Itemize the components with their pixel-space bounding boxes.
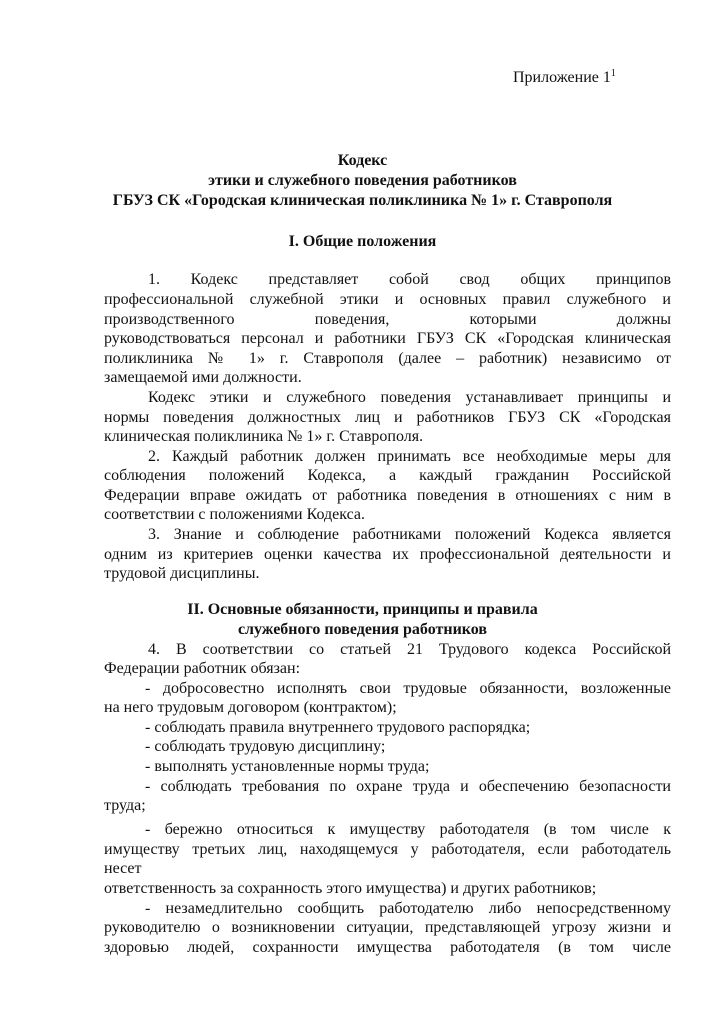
appendix-label — [513, 68, 616, 87]
section-2-heading-line-1: II. Основные обязанности, принципы и правила — [187, 601, 538, 618]
paragraph-line: одним из критериев оценки качества их профессиональной деятельности и — [104, 546, 671, 563]
paragraph-line: Кодекс этики и служебного поведения устанавливает принципы и — [148, 389, 671, 406]
paragraph-line: Федерации вправе ожидать от работника поведения в отношениях с ним в — [104, 487, 671, 504]
paragraph-line: нормы поведения должностных лиц и работников ГБУЗ СК «Городская — [104, 409, 671, 426]
list-item-line: несет — [104, 860, 142, 877]
paragraph-line: 1. Кодекс представляет собой свод общих принципов — [148, 271, 671, 288]
list-item-line: - бережно относиться к имуществу работодателя (в том числе к — [145, 821, 671, 838]
list-item-line: ответственность за сохранность этого имущества) и других работников; — [104, 880, 597, 897]
list-item-line: - незамедлительно сообщить работодателю либо непосредственному — [145, 900, 671, 917]
list-item-line: - добросовестно исполнять свои трудовые обязанности, возложенные — [145, 680, 671, 697]
paragraph-line: соответствии с положениями Кодекса. — [104, 506, 365, 523]
paragraph-line: соблюдения положений Кодекса, а каждый гражданин Российской — [104, 467, 671, 484]
list-item-line: труда; — [104, 797, 146, 814]
title-line-1: Кодекс — [337, 152, 388, 169]
list-item-line: - соблюдать трудовую дисциплину; — [145, 738, 386, 755]
title-line-3: ГБУЗ СК «Городская клиническая поликлиника № 1» г. Ставрополя — [112, 192, 613, 209]
section-1-heading: I. Общие положения — [288, 233, 437, 250]
paragraph-line: профессиональной служебной этики и основных правил служебного и — [104, 291, 671, 308]
list-item-line: руководителю о возникновении ситуации, представляющей угрозу жизни и — [104, 919, 671, 936]
paragraph-line: Федерации работник обязан: — [104, 660, 301, 677]
paragraph-line: 2. Каждый работник должен принимать все необходимые меры для — [148, 448, 671, 465]
list-item-line: - соблюдать требования по охране труда и обеспечению безопасности — [145, 778, 671, 795]
list-item-line: - выполнять установленные нормы труда; — [145, 758, 430, 775]
paragraph-line: замещаемой ими должности. — [104, 369, 302, 386]
paragraph-line: трудовой дисциплины. — [104, 565, 260, 582]
paragraph-line: клиническая поликлиника № 1» г. Ставрополя. — [104, 428, 424, 445]
title-line-2: этики и служебного поведения работников — [208, 172, 517, 189]
appendix-text: Приложение 1 — [513, 69, 611, 86]
paragraph-line: руководствоваться персонал и работники ГБУЗ СК «Городская клиническая — [104, 330, 671, 347]
footnote-mark: 1 — [610, 68, 616, 79]
list-item-line: - соблюдать правила внутреннего трудового распорядка; — [145, 719, 531, 736]
list-item-line: имуществу третьих лиц, находящемуся у работодателя, если работодатель — [104, 841, 671, 858]
list-item-line: на него трудовым договором (контрактом); — [104, 699, 397, 716]
paragraph-line: 4. В соответствии со статьей 21 Трудового кодекса Российской — [148, 641, 671, 658]
paragraph-line: 3. Знание и соблюдение работниками положений Кодекса является — [148, 526, 671, 543]
section-2-heading-line-2: служебного поведения работников — [237, 621, 488, 638]
paragraph-line: поликлиника № 1» г. Ставрополя (далее – работник) независимо от — [104, 350, 671, 367]
list-item-line: здоровью людей, сохранности имущества работодателя (в том числе — [104, 939, 671, 956]
paragraph-line: производственного поведения, которыми должны — [104, 311, 671, 328]
